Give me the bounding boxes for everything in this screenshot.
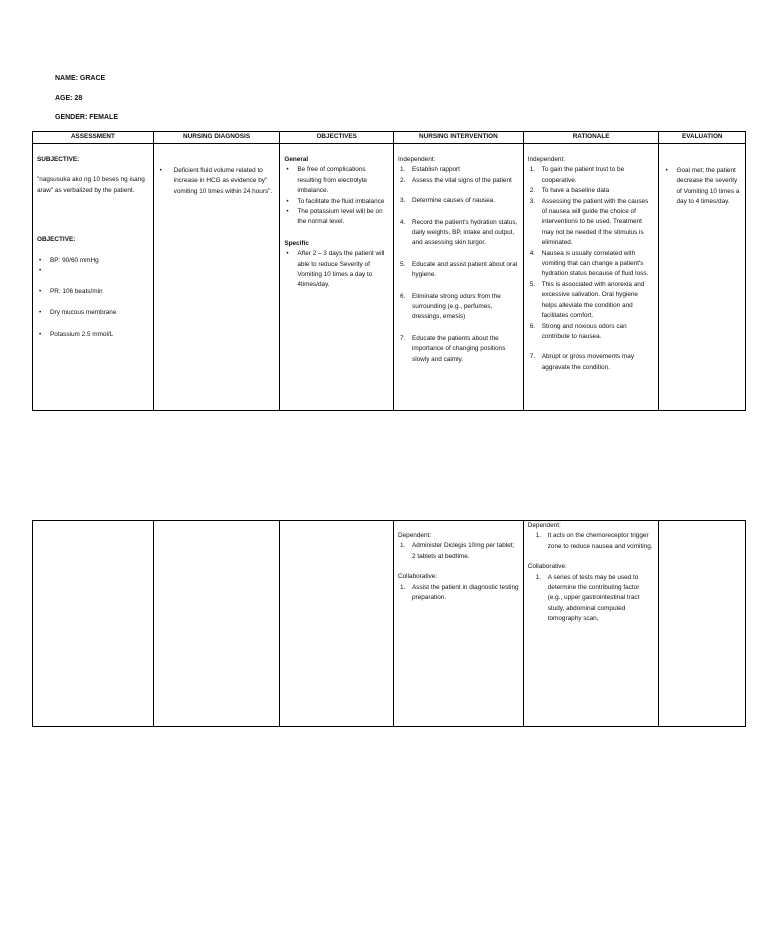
patient-gender: GENDER: FEMALE xyxy=(55,114,118,121)
specific-label: Specific xyxy=(284,239,309,247)
independent-label: Independent: xyxy=(398,156,436,163)
evaluation-cell xyxy=(659,144,746,411)
item-number: 4. xyxy=(400,218,406,226)
list-item xyxy=(398,165,519,175)
rationale-cell xyxy=(523,521,659,727)
list-item: • After 2 – 3 days the patient will able to reduce Severity of Vomiting 10 times a day to 4times/day. xyxy=(284,249,389,291)
list-item xyxy=(398,292,519,323)
objectives-cell xyxy=(280,521,394,727)
rationale-list xyxy=(528,165,655,373)
item-number: 1. xyxy=(535,532,542,540)
list-item xyxy=(528,280,655,322)
care-plan-continuation-table xyxy=(32,520,746,727)
list-item xyxy=(398,196,519,206)
dependent-label: Dependent: xyxy=(398,532,432,539)
header-objectives: OBJECTIVES xyxy=(280,132,394,144)
intervention-cell xyxy=(394,521,524,727)
list-item xyxy=(398,583,519,604)
item-number: 4. xyxy=(529,249,536,257)
table-row xyxy=(33,144,746,411)
list-item: • Be free of complications resulting from electrolyte imbalance. xyxy=(284,165,389,196)
rationale-cell xyxy=(523,144,659,411)
collaborative-label: Collaborative: xyxy=(398,573,438,581)
item-text: Educate and assist patient about oral hygiene. xyxy=(412,260,518,279)
collaborative-list xyxy=(528,573,655,625)
list-item xyxy=(398,541,519,562)
item-text: Abrupt or gross movements may aggravate the condition. xyxy=(541,353,635,371)
list-item: • Dry mucous membrane xyxy=(37,308,149,318)
list-item: • Goal met; the patient decrease the severity of Vomiting 10 times a day to 4 times/day. xyxy=(663,166,741,208)
diagnosis-cell xyxy=(153,144,280,411)
independent-label: Independent: xyxy=(527,156,566,163)
item-number: 5. xyxy=(400,260,406,268)
list-item: • The potassium level will be on the normal level. xyxy=(284,207,389,228)
item-number: 3. xyxy=(400,197,406,205)
list-item xyxy=(528,322,655,343)
intervention-list xyxy=(398,165,519,365)
item-text: It acts on the chemoreceptor trigger zone to reduce nausea and vomiting. xyxy=(547,532,653,550)
specific-list xyxy=(284,249,389,291)
objective-list xyxy=(37,256,149,341)
list-item: • Deficient fluid volume related to increase in HCG as evidence by" vomiting 10 times within 24 hours". xyxy=(158,166,276,197)
item-number: 1. xyxy=(529,166,536,174)
item-number: 5. xyxy=(529,280,536,288)
subjective-label: SUBJECTIVE: xyxy=(37,156,80,163)
list-item xyxy=(398,334,519,365)
item-number: 7. xyxy=(529,353,536,361)
item-text: Strong and noxious odors can contribute to nausea. xyxy=(541,322,627,340)
list-item xyxy=(528,165,655,186)
table-row xyxy=(33,521,746,727)
item-number: 1. xyxy=(400,583,406,591)
item-text: To gain the patient trust to be cooperative. xyxy=(541,166,625,184)
item-number: 1. xyxy=(400,542,406,550)
intervention-cell xyxy=(394,144,524,411)
item-text: Determine causes of nausea. xyxy=(412,197,496,205)
table-header-row xyxy=(33,132,746,144)
list-item xyxy=(398,218,519,249)
item-text: Nausea is usually correlated with vomiting that can change a patient's hydration status because of fluid loss. xyxy=(541,249,649,278)
header-nursing-intervention: NURSING INTERVENTION xyxy=(394,132,524,144)
item-number: 6. xyxy=(529,322,536,330)
list-item xyxy=(398,260,519,281)
subjective-quote: "nagsusuka ako ng 10 beses ng isang araw" as verbalized by the patient. xyxy=(37,176,145,194)
list-item: • To facilitate the fluid imbalance xyxy=(284,197,389,207)
list-item xyxy=(528,249,655,280)
item-text: Eliminate strong odors from the surrounding (e.g., perfumes, dressings, emesis) xyxy=(412,292,501,321)
item-number: 2. xyxy=(529,187,536,195)
item-text: Assessing the patient with the causes of nausea will guide the choice of interventions to be used. Treatment may not be needed if the stimulus is eliminated. xyxy=(541,197,649,247)
item-text: Establish rapport xyxy=(412,166,460,174)
general-list xyxy=(284,165,389,227)
item-text: To have a baseline data xyxy=(541,187,610,195)
list-item xyxy=(528,186,655,196)
spacer xyxy=(37,266,149,276)
objective-label: OBJECTIVE: xyxy=(37,236,76,244)
item-number: 6. xyxy=(400,292,406,300)
header-rationale: RATIONALE xyxy=(523,132,659,144)
list-item xyxy=(528,197,655,249)
item-text: A series of tests may be used to determine the contributing factor (e.g., upper gastrointestinal tract study, abdominal computed tomography scan, xyxy=(547,573,640,623)
item-text: Assess the vital signs of the patient xyxy=(412,176,512,184)
collaborative-label: Collaborative: xyxy=(527,563,567,571)
objectives-cell xyxy=(280,144,394,411)
care-plan-table xyxy=(32,131,746,411)
item-number: 3. xyxy=(529,197,536,205)
diagnosis-cell xyxy=(153,521,280,727)
item-number: 1. xyxy=(535,573,542,581)
collaborative-list xyxy=(398,583,519,604)
list-item xyxy=(398,176,519,186)
header-evaluation: EVALUATION xyxy=(659,132,746,144)
item-number: 7. xyxy=(400,334,406,342)
list-item xyxy=(528,573,655,625)
dependent-label: Dependent: xyxy=(527,522,561,529)
item-text: Educate the patients about the importance of changing positions slowly and calmly. xyxy=(412,334,506,363)
dependent-list xyxy=(528,531,655,552)
general-label: General xyxy=(284,156,309,163)
assessment-cell xyxy=(33,144,154,411)
list-item: • BP: 90/60 mmHg xyxy=(37,256,149,266)
header-nursing-diagnosis: NURSING DIAGNOSIS xyxy=(153,132,280,144)
diagnosis-list xyxy=(158,166,276,197)
item-text: Record the patient's hydration status, daily weights, BP, intake and output, and assessing skin turgor. xyxy=(412,218,518,247)
list-item: • PR: 106 beats/min xyxy=(37,287,149,297)
item-text: Assist the patient in diagnostic testing preparation. xyxy=(412,583,519,602)
evaluation-list xyxy=(663,166,741,208)
dependent-list xyxy=(398,541,519,562)
item-text: This is associated with anorexia and excessive salivation. Oral hygiene helps alleviate the condition and facilitates comfort. xyxy=(541,280,645,320)
item-text: Administer Diclegis 10mg per tablet; 2 tablets at bedtime. xyxy=(412,542,515,560)
list-item: • Potassium 2.5 mmol/L xyxy=(37,330,149,340)
evaluation-cell xyxy=(659,521,746,727)
item-number: 2. xyxy=(400,176,406,184)
list-item xyxy=(528,352,655,373)
assessment-cell xyxy=(33,521,154,727)
item-number: 1. xyxy=(400,166,406,174)
list-item xyxy=(528,531,655,552)
header-assessment: ASSESSMENT xyxy=(33,132,154,144)
patient-name: NAME: GRACE xyxy=(55,75,106,82)
patient-age: AGE: 28 xyxy=(55,95,83,102)
